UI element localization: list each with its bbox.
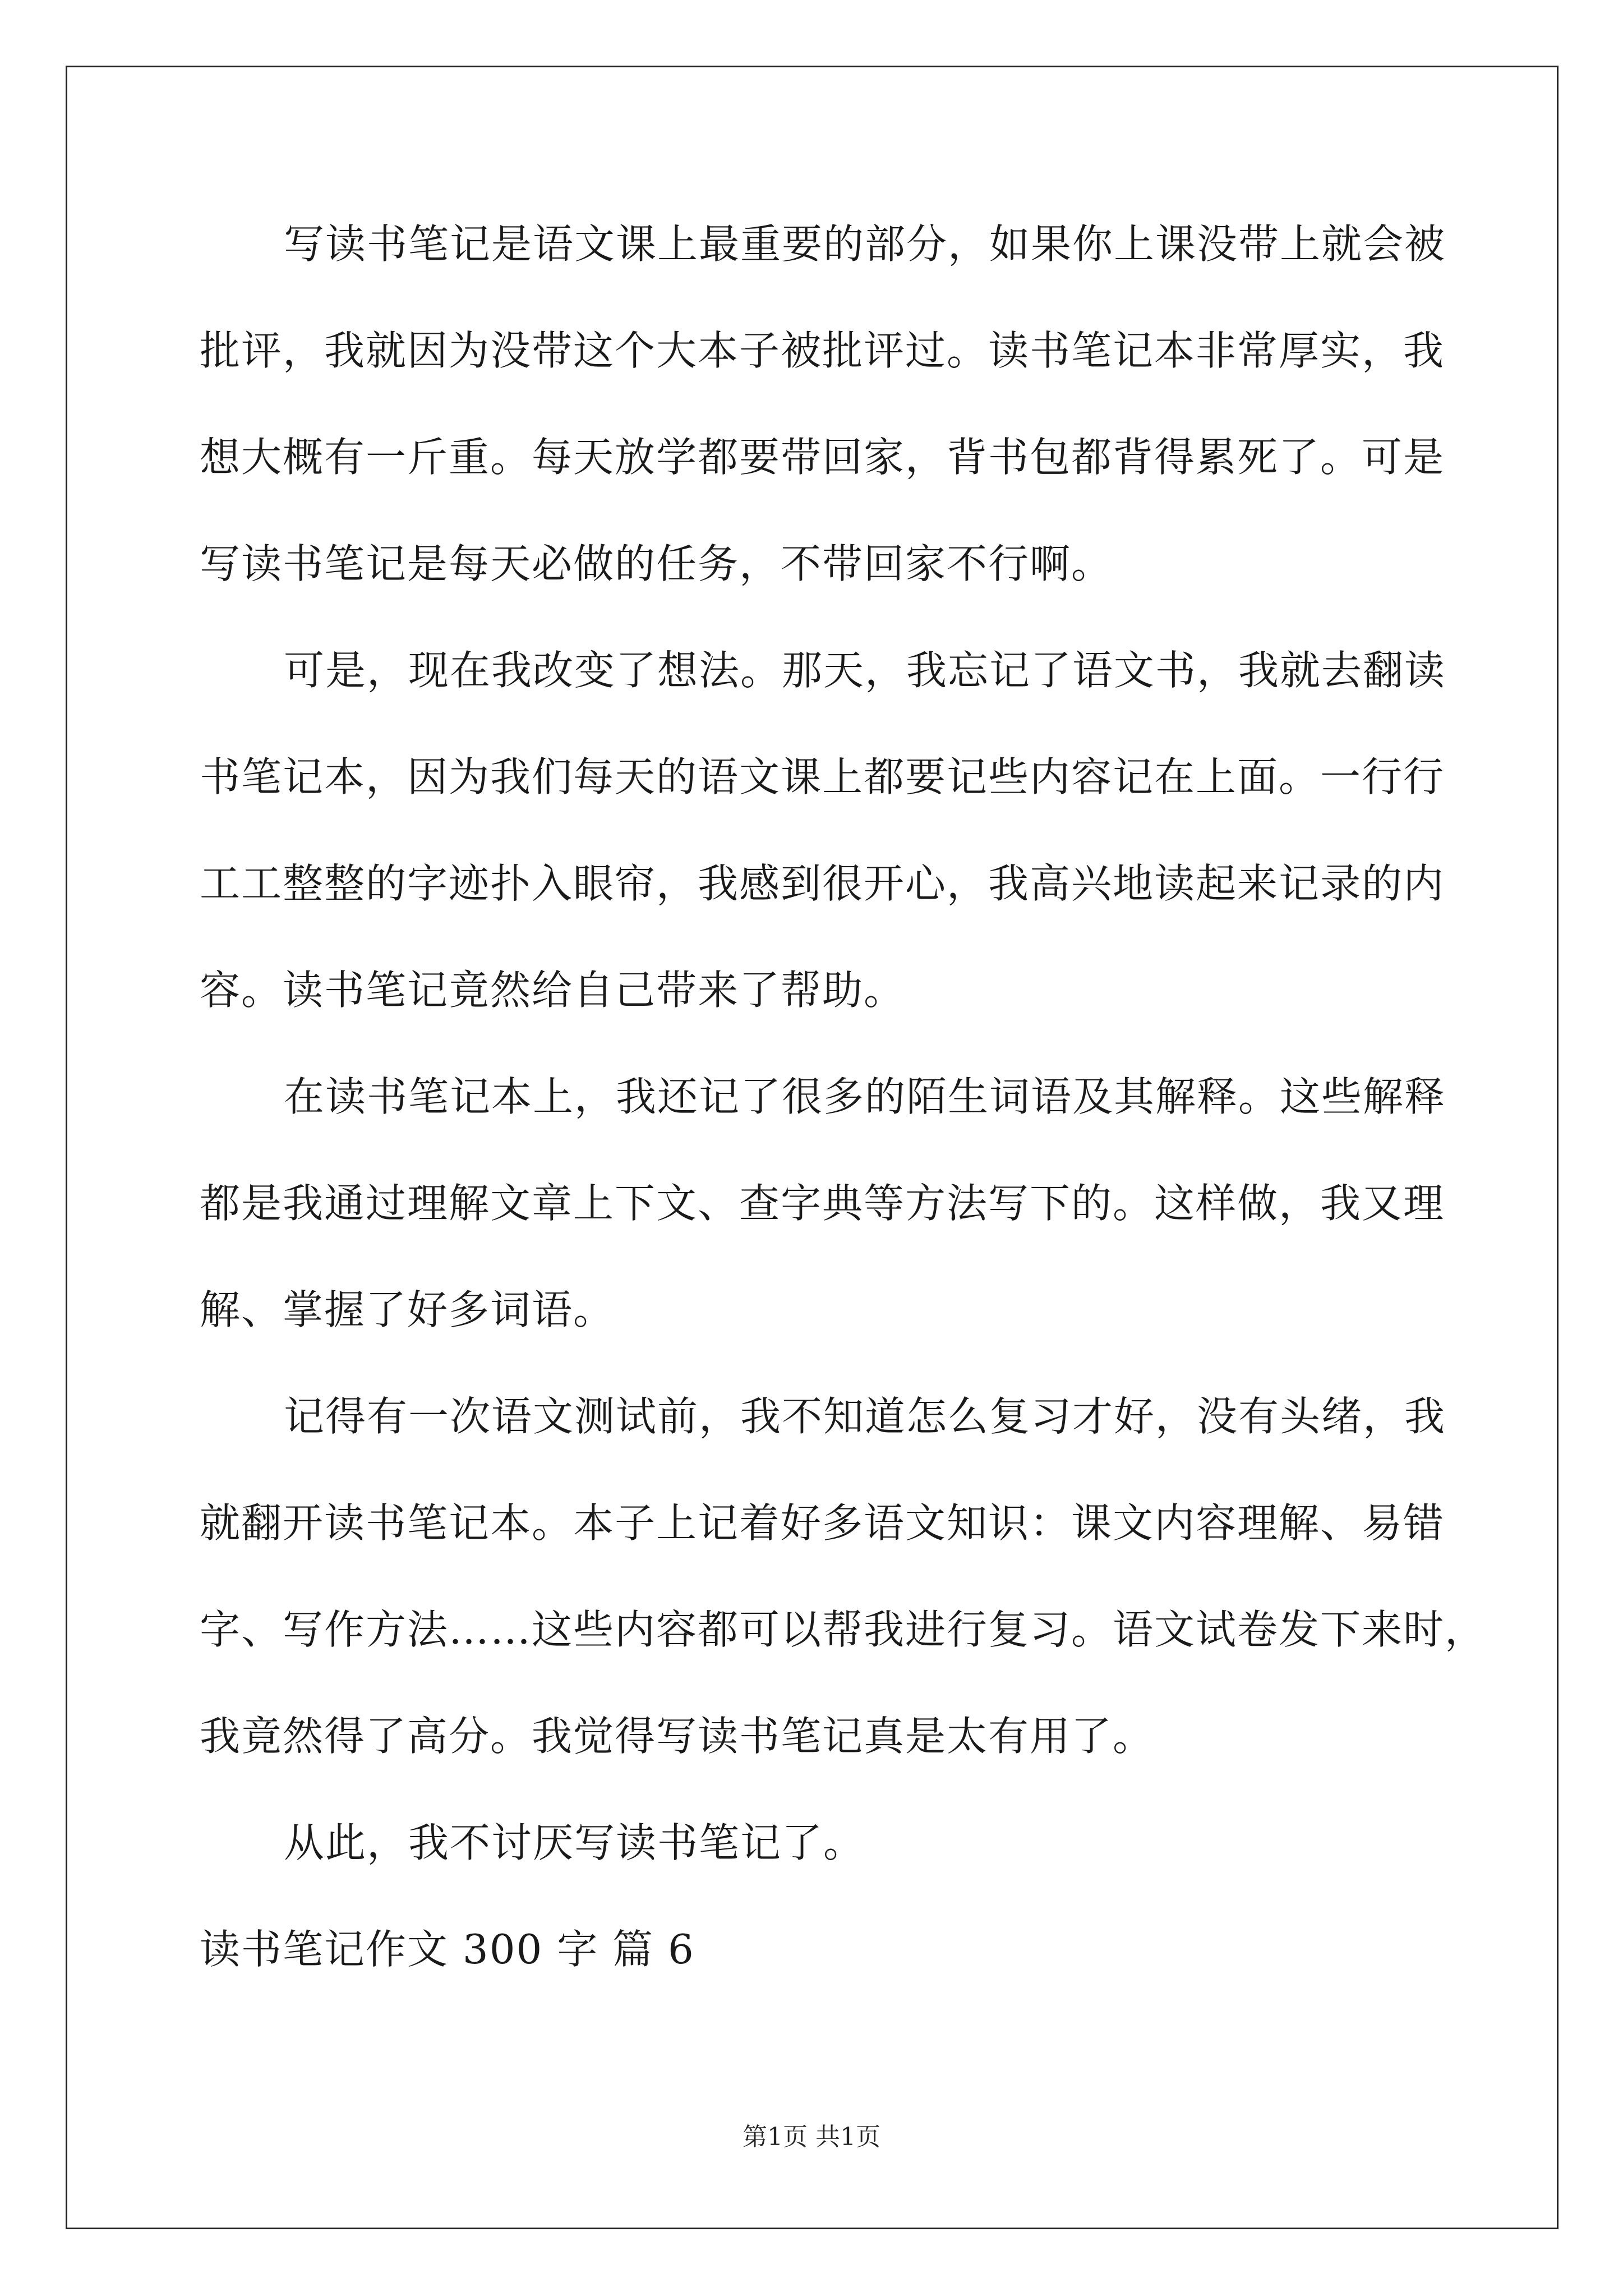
paragraph-line: 记得有一次语文测试前，我不知道怎么复习才好，没有头绪，我 bbox=[284, 1393, 1446, 1440]
paragraph-line: 从此，我不讨厌写读书笔记了。 bbox=[284, 1819, 865, 1866]
paragraph-line: 写读书笔记是每天必做的任务，不带回家不行啊。 bbox=[200, 540, 1113, 587]
page-number-footer: 第1页 共1页 bbox=[743, 2123, 880, 2151]
paragraph-line: 可是，现在我改变了想法。那天，我忘记了语文书，我就去翻读 bbox=[284, 647, 1446, 694]
paragraph-line: 都是我通过理解文章上下文、查字典等方法写下的。这样做，我又理 bbox=[200, 1180, 1445, 1227]
paragraph-line: 写读书笔记是语文课上最重要的部分，如果你上课没带上就会被 bbox=[284, 220, 1446, 268]
paragraph-line: 我竟然得了高分。我觉得写读书笔记真是太有用了。 bbox=[200, 1713, 1155, 1760]
paragraph-line: 想大概有一斤重。每天放学都要带回家，背书包都背得累死了。可是 bbox=[200, 434, 1445, 481]
paragraph-line: 在读书笔记本上，我还记了很多的陌生词语及其解释。这些解释 bbox=[284, 1073, 1446, 1120]
paragraph-line: 工工整整的字迹扑入眼帘，我感到很开心，我高兴地读起来记录的内 bbox=[200, 860, 1445, 907]
paragraph-line: 容。读书笔记竟然给自己带来了帮助。 bbox=[200, 967, 906, 1014]
paragraph-line: 书笔记本，因为我们每天的语文课上都要记些内容记在上面。一行行 bbox=[200, 753, 1445, 800]
section-heading: 读书笔记作文 300 字 篇 6 bbox=[200, 1926, 695, 1973]
paragraph-line: 解、掌握了好多词语。 bbox=[200, 1286, 615, 1333]
paragraph-line: 批评，我就因为没带这个大本子被批评过。读书笔记本非常厚实，我 bbox=[200, 327, 1445, 374]
document-body bbox=[200, 213, 1487, 2025]
paragraph-line: 字、写作方法……这些内容都可以帮我进行复习。语文试卷发下来时， bbox=[200, 1606, 1487, 1653]
paragraph-line: 就翻开读书笔记本。本子上记着好多语文知识：课文内容理解、易错 bbox=[200, 1499, 1445, 1547]
